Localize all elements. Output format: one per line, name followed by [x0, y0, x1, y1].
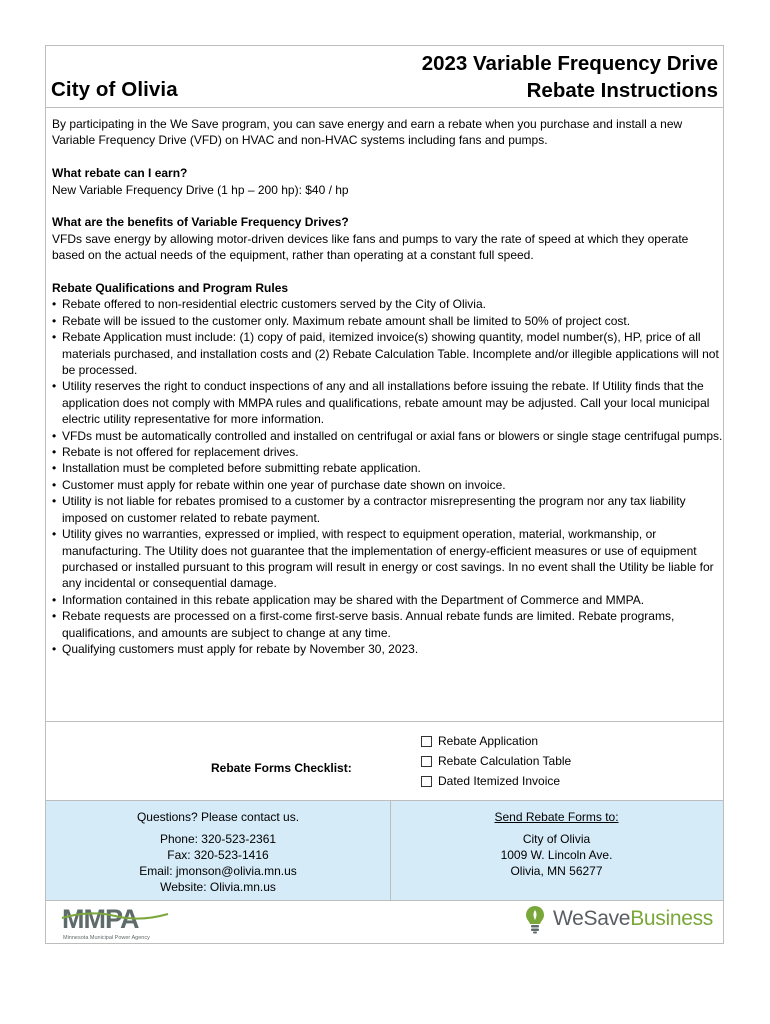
checkbox-dated-itemized-invoice[interactable]: Dated Itemized Invoice — [421, 774, 560, 788]
checkbox-rebate-calculation-table[interactable]: Rebate Calculation Table — [421, 754, 571, 768]
send-forms-info — [390, 809, 723, 879]
checkbox-rebate-application[interactable]: Rebate Application — [421, 734, 538, 748]
website-text: Website: Olivia.mn.us — [160, 880, 276, 894]
rules-list — [52, 296, 724, 657]
list-item: • VFDs must be automatically controlled and installed on centrifugal or axial fans or blowers or single stage centrifugal pumps. — [52, 428, 723, 443]
list-item: • Rebate offered to non-residential electric customers served by the City of Olivia. — [52, 297, 486, 312]
bullet-icon: • — [52, 592, 57, 607]
email-text: Email: jmonson@olivia.mn.us — [139, 864, 297, 878]
checkbox-icon[interactable] — [421, 776, 432, 787]
list-item: • Rebate requests are processed on a first-come first-serve basis. Annual rebate funds are limited. Rebate programs, qualifications, and amounts are subject to change at any time. — [52, 609, 675, 640]
contact-panel — [46, 800, 723, 901]
bullet-icon: • — [52, 428, 57, 443]
list-item: • Information contained in this rebate application may be shared with the Department of Commerce and MMPA. — [52, 592, 645, 607]
lightbulb-icon — [525, 904, 545, 934]
bullet-icon: • — [52, 461, 57, 476]
intro-paragraph: By participating in the We Save program, you can save energy and earn a rebate when you purchase and install a new Variable Frequency Drive (VFD) on HVAC and non-HVAC systems including fans and pumps. — [52, 117, 683, 148]
benefits-heading: What are the benefits of Variable Frequency Drives? — [52, 215, 349, 230]
list-item: • Utility gives no warranties, expressed or implied, with respect to equipment operation, material, workmanship, or manufacturing. The Utility does not guarantee that the implementation of energy-efficient measures or use of equipment purchased or installed pursuant to this program will result in energy or cost savings. In no event shall the Utility be liable for any incidental or consequential damage. — [52, 527, 714, 591]
contact-info — [46, 809, 390, 895]
rebate-text: New Variable Frequency Drive (1 hp – 200 hp): $40 / hp — [52, 182, 349, 197]
address-line-3: Olivia, MN 56277 — [510, 864, 603, 878]
list-item: • Customer must apply for rebate within one year of purchase date shown on invoice. — [52, 477, 506, 492]
bullet-icon: • — [52, 477, 57, 492]
checkbox-icon[interactable] — [421, 756, 432, 767]
rules-heading: Rebate Qualifications and Program Rules — [52, 281, 289, 296]
benefits-text: VFDs save energy by allowing motor-driven devices like fans and pumps to vary the rate of speed at which they operate based on the actual needs of the equipment, rather than operating at a constant full speed. — [52, 231, 689, 263]
address-line-1: City of Olivia — [522, 832, 591, 846]
list-item: • Qualifying customers must apply for rebate by November 30, 2023. — [52, 641, 419, 656]
title-line-1: 2023 Variable Frequency Drive — [421, 52, 718, 75]
list-item: • Rebate Application must include: (1) copy of paid, itemized invoice(s) showing quantity, model number(s), HP, price of all materials purchased, and installation costs and (2) Rebate Calculation Table. Incomplete and/or illegible applications will not be processed. — [52, 330, 719, 378]
phone-text: Phone: 320-523-2361 — [159, 832, 277, 846]
list-item: • Utility reserves the right to conduct inspections of any and all installations before issuing the rebate. If Utility finds that the application does not comply with MMPA rules and qualifications, rebate amount may be adjusted. Call your local municipal electric utility representative for more information. — [52, 379, 710, 427]
bullet-icon: • — [52, 494, 57, 509]
wesave-wordmark: WeSaveBusiness — [553, 907, 713, 930]
title-line-2: Rebate Instructions — [526, 79, 718, 102]
header-divider — [45, 107, 724, 108]
address-line-2: 1009 W. Lincoln Ave. — [500, 848, 613, 862]
checkbox-icon[interactable] — [421, 736, 432, 747]
list-item: • Utility is not liable for rebates promised to a customer by a contractor misrepresenting the program nor any tax liability imposed on customer related to rebate payment. — [52, 494, 686, 525]
wesave-business-logo — [525, 904, 713, 934]
bullet-icon: • — [52, 527, 57, 542]
bullet-icon: • — [52, 330, 57, 345]
mmpa-subtitle: Minnesota Municipal Power Agency — [63, 935, 150, 941]
bullet-icon: • — [52, 297, 57, 312]
checklist-divider — [45, 721, 724, 722]
mmpa-logo-text: MMPA — [62, 904, 139, 934]
fax-text: Fax: 320-523-1416 — [167, 848, 269, 862]
send-heading: Send Rebate Forms to: — [494, 810, 619, 824]
rebate-heading: What rebate can I earn? — [52, 166, 188, 181]
bullet-icon: • — [52, 609, 57, 624]
checklist-label: Rebate Forms Checklist: — [211, 761, 352, 775]
bullet-icon: • — [52, 641, 57, 656]
list-item: • Rebate will be issued to the customer only. Maximum rebate amount shall be limited to 50% of project cost. — [52, 313, 631, 328]
bullet-icon: • — [52, 445, 57, 460]
city-name: City of Olivia — [51, 78, 178, 101]
instructions-body — [52, 116, 724, 657]
page-title — [422, 50, 718, 104]
mmpa-logo-icon — [60, 904, 170, 942]
contact-heading: Questions? Please contact us. — [136, 810, 300, 824]
bullet-icon: • — [52, 379, 57, 394]
list-item: • Installation must be completed before submitting rebate application. — [52, 461, 421, 476]
list-item: • Rebate is not offered for replacement drives. — [52, 445, 299, 460]
bullet-icon: • — [52, 313, 57, 328]
mmpa-logo — [60, 904, 170, 947]
